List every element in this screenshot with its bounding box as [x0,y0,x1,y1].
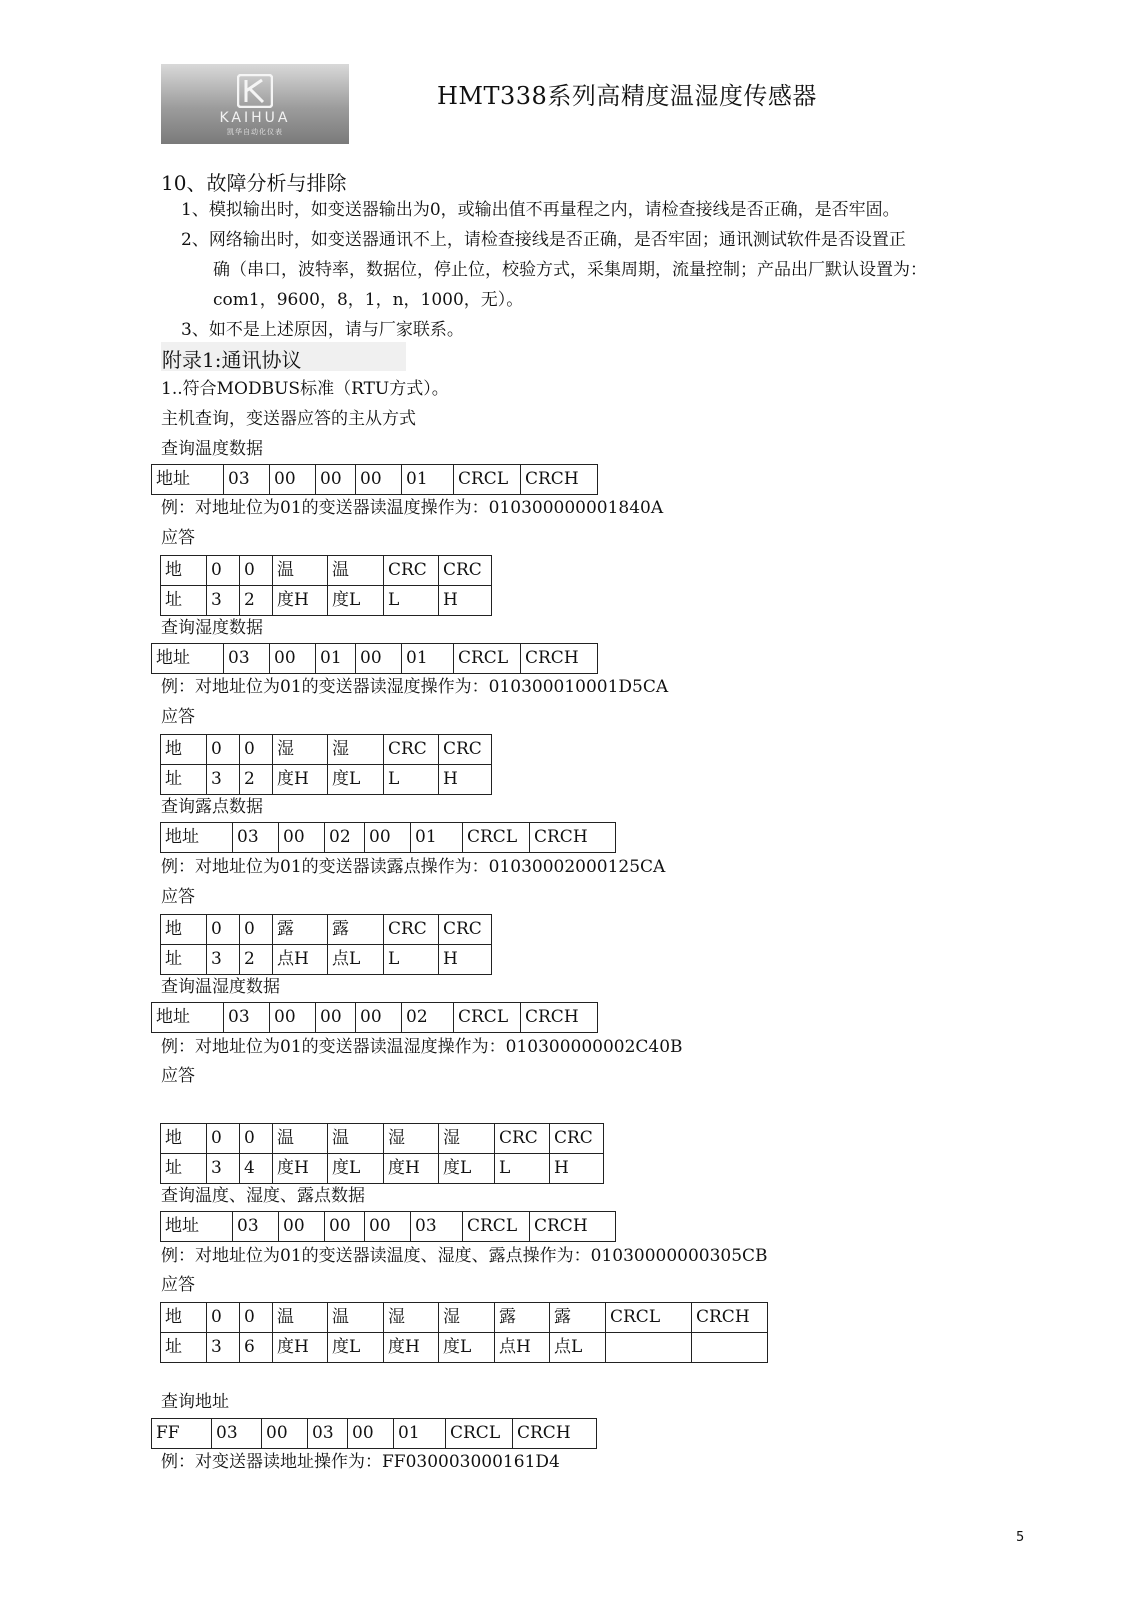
table-cell: 露 [328,915,384,945]
all-reply-table [160,1302,768,1363]
table-cell: 度H [384,1333,439,1363]
dew-reply-label: 应答 [161,887,195,907]
table-cell: CRC [384,735,439,765]
table-cell: 03 [224,644,270,674]
all-example: 例：对地址位为01的变送器读温度、湿度、露点操作为：01030000000305CB [161,1246,768,1266]
table-cell: H [439,586,492,616]
table-cell: 地址 [152,644,224,674]
table-cell: 00 [365,823,411,853]
appendix-intro-1: 1..符合MODBUS标准（RTU方式）。 [161,379,449,399]
table-cell: 度L [328,586,384,616]
table-cell: CRCH [521,644,598,674]
table-cell: 00 [270,1003,316,1033]
fault-item-2: 2、网络输出时，如变送器通讯不上，请检查接线是否正确，是否牢固；通讯测试软件是否设置正 [181,230,906,250]
dew-reply-table [160,914,492,975]
humid-reply-table [160,734,492,795]
table-cell: 地 [161,915,207,945]
all-reply-label: 应答 [161,1275,195,1295]
table-cell: 00 [356,644,402,674]
table-cell: CRCL [454,465,521,495]
table-cell: 温 [273,1124,328,1154]
table-cell: CRCL [463,1212,530,1242]
table-cell: 00 [325,1212,365,1242]
table-cell: 温 [273,1303,328,1333]
table-cell: 3 [207,586,240,616]
table-cell: 度L [439,1154,495,1184]
table-cell: 地 [161,1303,207,1333]
table-cell: CRCH [513,1419,597,1449]
fault-item-2-cont2: com1，9600，8，1，n，1000，无）。 [213,290,524,310]
table-cell: L [384,945,439,975]
table-cell: CRCH [521,465,598,495]
logo-text: KAIHUA [219,110,291,126]
table-cell: 00 [316,465,356,495]
table-cell: 00 [270,644,316,674]
table-cell: 2 [240,945,273,975]
table-cell: 露 [495,1303,550,1333]
table-cell: 00 [356,465,402,495]
table-cell: CRCH [530,1212,616,1242]
humid-reply-label: 应答 [161,707,195,727]
logo-subtext: 凯华自动化仪表 [227,128,283,136]
table-cell: 露 [550,1303,606,1333]
company-logo [161,64,349,144]
table-cell: H [439,765,492,795]
table-cell: 6 [240,1333,273,1363]
table-cell: CRC [439,556,492,586]
kaihua-k-icon [237,74,273,108]
table-cell: 温 [273,556,328,586]
table-cell: 温 [328,1303,384,1333]
table-cell: 01 [316,644,356,674]
table-cell: CRCL [454,1003,521,1033]
table-cell: 01 [394,1419,446,1449]
table-cell: 湿 [439,1124,495,1154]
table-cell: 地址 [152,465,224,495]
table-cell: 度L [328,1333,384,1363]
table-cell: 址 [161,765,207,795]
table-cell: 0 [240,1124,273,1154]
address-example: 例：对变送器读地址操作为：FF030003000161D4 [161,1452,560,1472]
table-cell: 00 [279,823,325,853]
table-cell: 3 [207,765,240,795]
table-cell: CRCH [521,1003,598,1033]
table-cell: 址 [161,1333,207,1363]
table-cell: 址 [161,945,207,975]
table-cell: 度L [439,1333,495,1363]
table-cell: 温 [328,1124,384,1154]
document-title: HMT338系列高精度温湿度传感器 [437,82,817,110]
table-cell: 址 [161,1154,207,1184]
humid-example: 例：对地址位为01的变送器读湿度操作为：010300010001D5CA [161,677,669,697]
table-cell: 度L [328,1154,384,1184]
table-cell: CRCL [606,1303,692,1333]
table-cell [606,1333,692,1363]
table-cell: 0 [207,1124,240,1154]
table-cell: CRCH [692,1303,768,1333]
table-cell: 址 [161,586,207,616]
table-cell: CRC [384,915,439,945]
table-cell: 0 [207,1303,240,1333]
table-cell: 00 [365,1212,411,1242]
table-cell: CRC [550,1124,604,1154]
table-cell: H [550,1154,604,1184]
temphumid-reply-label: 应答 [161,1066,195,1086]
table-cell: 03 [212,1419,262,1449]
table-cell: 湿 [439,1303,495,1333]
table-cell: 0 [207,556,240,586]
table-cell: 点H [273,945,328,975]
table-cell: 00 [270,465,316,495]
address-query-label: 查询地址 [161,1392,229,1412]
temp-query-table [151,464,598,495]
table-cell: 0 [207,915,240,945]
table-cell: 度H [273,586,328,616]
fault-item-3: 3、如不是上述原因，请与厂家联系。 [181,320,464,340]
table-cell: CRCL [463,823,530,853]
temp-example: 例：对地址位为01的变送器读温度操作为：010300000001840A [161,498,664,518]
table-cell: 地址 [161,1212,233,1242]
table-cell: 03 [233,1212,279,1242]
temp-reply-label: 应答 [161,528,195,548]
table-cell: 0 [240,556,273,586]
table-cell: 4 [240,1154,273,1184]
table-cell: 0 [240,915,273,945]
fault-item-2-cont: 确（串口，波特率，数据位，停止位，校验方式，采集周期，流量控制；产品出厂默认设置为： [213,260,927,280]
temp-reply-table [160,555,492,616]
all-query-label: 查询温度、湿度、露点数据 [161,1186,365,1206]
table-cell: 00 [356,1003,402,1033]
table-cell [692,1333,768,1363]
table-cell: 0 [240,735,273,765]
table-cell: 3 [207,1154,240,1184]
dew-query-label: 查询露点数据 [161,797,263,817]
table-cell: CRC [495,1124,550,1154]
humid-query-table [151,643,598,674]
table-cell: 00 [262,1419,308,1449]
table-cell: 03 [411,1212,463,1242]
appendix-heading: 附录1:通讯协议 [162,348,302,372]
table-cell: 地 [161,1124,207,1154]
table-cell: 湿 [384,1124,439,1154]
table-cell: 露 [273,915,328,945]
table-cell: H [439,945,492,975]
table-cell: 湿 [273,735,328,765]
table-cell: 01 [402,465,454,495]
table-cell: 3 [207,945,240,975]
table-cell: 度H [273,765,328,795]
table-cell: CRCL [446,1419,513,1449]
table-cell: CRCH [530,823,616,853]
temphumid-reply-table [160,1123,604,1184]
address-query-table [151,1418,597,1449]
table-cell: 00 [279,1212,325,1242]
table-cell: 3 [207,1333,240,1363]
table-cell: 湿 [328,735,384,765]
table-cell: 地 [161,556,207,586]
table-cell: L [384,765,439,795]
table-cell: 2 [240,586,273,616]
humid-query-label: 查询湿度数据 [161,618,263,638]
table-cell: L [384,586,439,616]
table-cell: 度L [328,765,384,795]
page-number: 5 [1016,1530,1025,1545]
table-cell: 02 [325,823,365,853]
table-cell: 点L [328,945,384,975]
table-cell: 0 [240,1303,273,1333]
table-cell: 03 [224,1003,270,1033]
table-cell: 03 [308,1419,348,1449]
table-cell: 00 [348,1419,394,1449]
table-cell: CRC [384,556,439,586]
temphumid-query-label: 查询温湿度数据 [161,977,280,997]
table-cell: 2 [240,765,273,795]
table-cell: 地址 [161,823,233,853]
table-cell: 度H [384,1154,439,1184]
table-cell: CRC [439,735,492,765]
table-cell: 点H [495,1333,550,1363]
fault-item-1: 1、模拟输出时，如变送器输出为0，或输出值不再量程之内，请检查接线是否正确，是否牢固。 [181,200,900,220]
table-cell: L [495,1154,550,1184]
section-10-heading: 10、故障分析与排除 [161,171,347,195]
temphumid-query-table [151,1002,598,1033]
all-query-table [160,1211,616,1242]
table-cell: 01 [411,823,463,853]
table-cell: 03 [233,823,279,853]
table-cell: 地址 [152,1003,224,1033]
table-cell: 度H [273,1333,328,1363]
table-cell: FF [152,1419,212,1449]
appendix-intro-2: 主机查询，变送器应答的主从方式 [161,409,416,429]
table-cell: 湿 [384,1303,439,1333]
dew-example: 例：对地址位为01的变送器读露点操作为：01030002000125CA [161,857,666,877]
temphumid-example: 例：对地址位为01的变送器读温湿度操作为：010300000002C40B [161,1037,683,1057]
table-cell: 度H [273,1154,328,1184]
table-cell: 点L [550,1333,606,1363]
table-cell: 02 [402,1003,454,1033]
table-cell: 温 [328,556,384,586]
table-cell: 03 [224,465,270,495]
table-cell: 00 [316,1003,356,1033]
temp-query-label: 查询温度数据 [161,439,263,459]
table-cell: CRC [439,915,492,945]
table-cell: 0 [207,735,240,765]
table-cell: 01 [402,644,454,674]
table-cell: 地 [161,735,207,765]
table-cell: CRCL [454,644,521,674]
dew-query-table [160,822,616,853]
